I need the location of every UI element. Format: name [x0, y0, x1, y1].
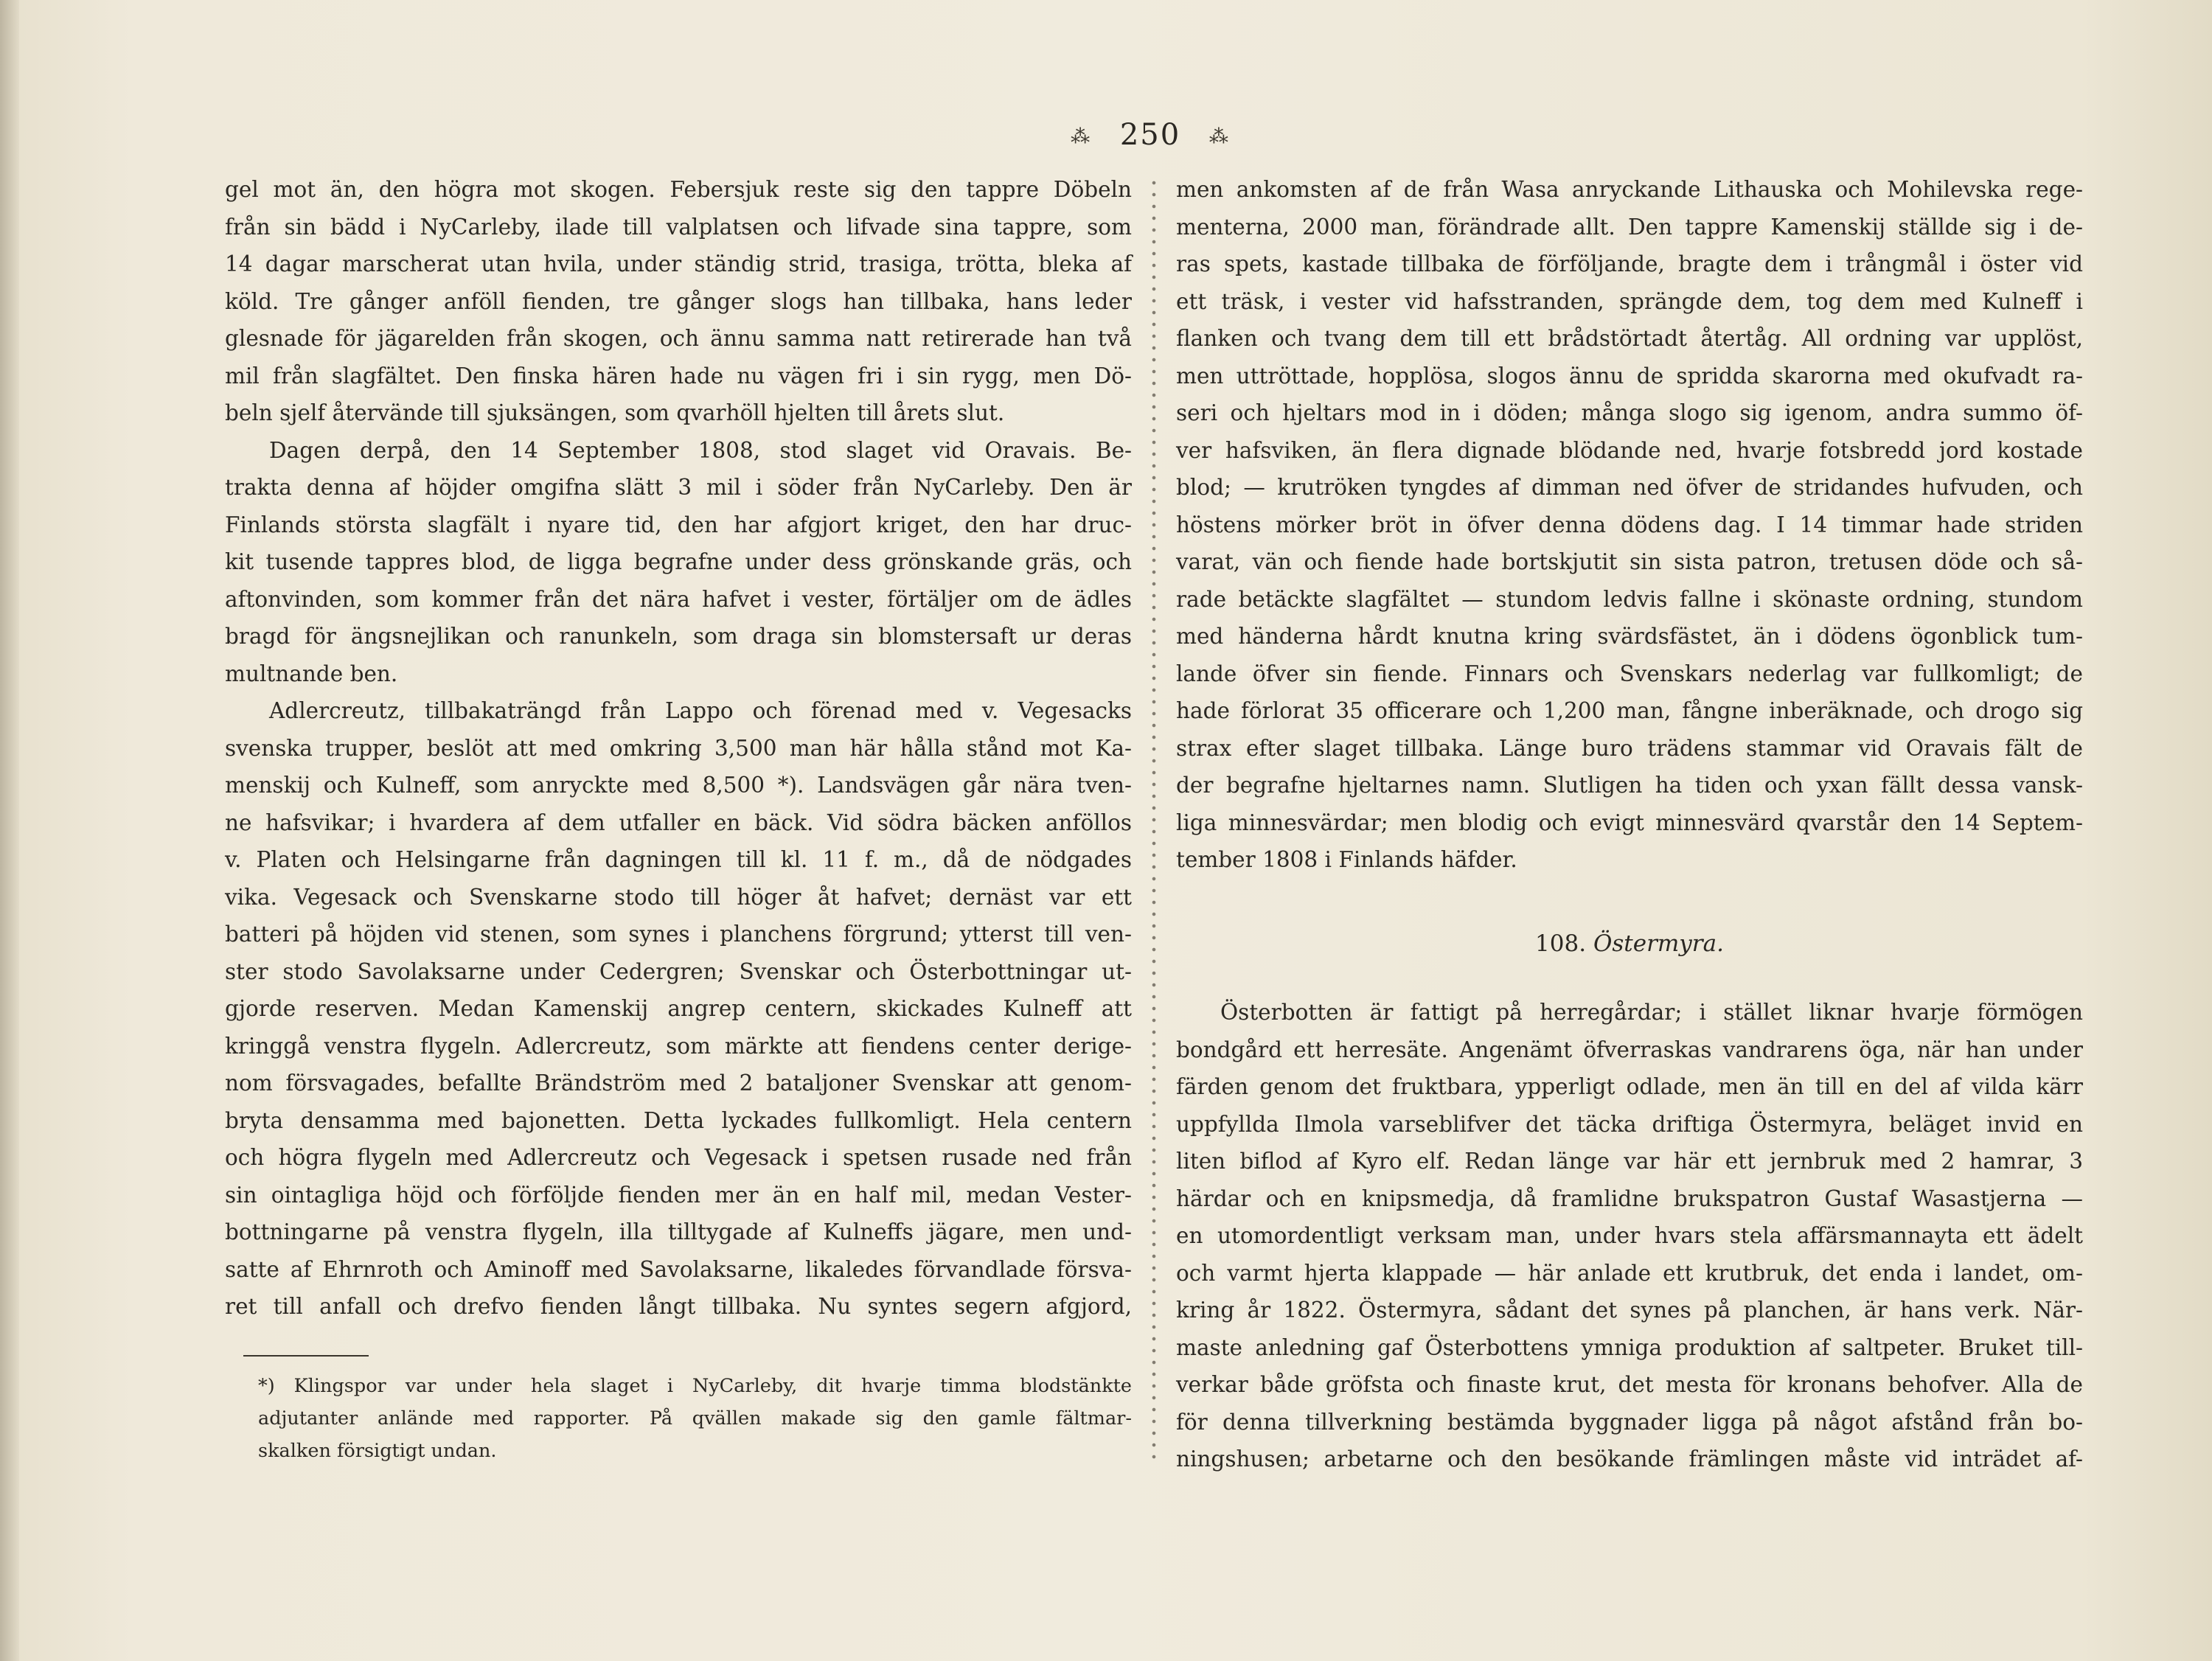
text-line: beln sjelf återvände till sjuksängen, som qvarhöll hjelten till årets slut. — [225, 400, 1005, 425]
text-line: vika. Vegesack och Svenskarne stodo till höger åt hafvet; dernäst var ett — [225, 884, 1132, 910]
text-line: v. Platen och Helsingarne från dagningen till kl. 11 f. m., då de nödgades — [225, 847, 1132, 872]
text-line: ett träsk, i vester vid hafsstranden, sprängde dem, tog dem med Kulneff i — [1176, 288, 2083, 314]
page-header — [1010, 118, 1290, 162]
text-line: ret till anfall och drefvo fienden långt tillbaka. Nu syntes segern afgjord, — [225, 1294, 1132, 1319]
text-line: flanken och tvang dem till ett brådstörtadt återtåg. All ordning var upplöst, — [1176, 326, 2083, 351]
column-divider — [1149, 177, 1159, 1460]
text-line: bryta densamma med bajonetten. Detta lyckades fullkomligt. Hela centern — [225, 1107, 1132, 1133]
text-line: nom försvagades, befallte Brändström med 2 bataljoner Svenskar att genom- — [225, 1070, 1132, 1096]
text-line: kring år 1822. Östermyra, sådant det synes på planchen, är hans verk. När- — [1176, 1298, 2083, 1323]
text-line: trakta denna af höjder omgifna slätt 3 mil i söder från NyCarleby. Den är — [225, 475, 1132, 500]
right-column-section — [1176, 994, 2083, 1478]
text-line: men uttröttade, hopplösa, slogos ännu de spridda skarorna med okufvadt ra- — [1176, 363, 2083, 389]
text-line: ningshusen; arbetarne och den besökande främlingen måste vid inträdet af- — [1176, 1446, 2083, 1472]
text-line: verkar både gröfsta och finaste krut, det mesta för kronans behofver. Alla de — [1176, 1372, 2083, 1397]
text-line: gjorde reserven. Medan Kamenskij angrep centern, skickades Kulneff att — [225, 996, 1132, 1021]
text-line: Dagen derpå, den 14 September 1808, stod slaget vid Oravais. Be- — [269, 437, 1132, 463]
text-line: och högra flygeln med Adlercreutz och Vegesack i spetsen rusade ned från — [225, 1145, 1132, 1170]
text-line: strax efter slaget tillbaka. Länge buro trädens stammar vid Oravais fält de — [1176, 735, 2083, 761]
page-edge-shadow — [0, 0, 19, 1661]
text-line: lande öfver sin fiende. Finnars och Svenskars nederlag var fullkomligt; de — [1176, 661, 2083, 686]
footnote-line: adjutanter anlände med rapporter. På qvällen makade sig den gamle fältmar- — [258, 1407, 1132, 1430]
text-line: tember 1808 i Finlands häfder. — [1176, 847, 1517, 872]
text-line: härdar och en knipsmedja, då framlidne brukspatron Gustaf Wasastjerna — — [1176, 1185, 2083, 1211]
text-line: med händerna hårdt knutna kring svärdsfästet, än i dödens ögonblick tum- — [1176, 624, 2083, 649]
text-line: hade förlorat 35 officerare och 1,200 man, fångne inberäknade, och drogo sig — [1176, 698, 2083, 723]
footnote — [258, 1370, 1132, 1467]
text-line: ver hafsviken, än flera dignade blödande ned, hvarje fotsbredd jord kostade — [1176, 437, 2083, 463]
text-line: mil från slagfältet. Den finska hären hade nu vägen fri i sin rygg, men Dö- — [225, 363, 1132, 389]
text-line: der begrafne hjeltarnes namn. Slutligen ha tiden och yxan fällt dessa vansk- — [1176, 773, 2083, 798]
text-line: en utomordentligt verksam man, under hvars stela affärsmannayta ett ädelt — [1176, 1223, 2083, 1248]
left-column — [225, 171, 1132, 1326]
text-line: Adlercreutz, tillbakaträngd från Lappo och förenad med v. Vegesacks — [269, 698, 1132, 723]
page-number: 250 — [1119, 118, 1181, 152]
text-line: blod; — krutröken tyngdes af dimman ned öfver de stridandes hufvuden, och — [1176, 475, 2083, 500]
text-line: Österbotten är fattigt på herregårdar; i stället liknar hvarje förmögen — [1220, 1000, 2083, 1025]
text-line: svenska trupper, beslöt att med omkring 3,500 man här hålla stånd mot Ka- — [225, 735, 1132, 761]
text-line: maste anledning gaf Österbottens ymniga produktion af saltpeter. Bruket till- — [1176, 1334, 2083, 1360]
text-line: glesnade för jägarelden från skogen, och ännu samma natt retirerade han två — [225, 326, 1132, 351]
ornament-left-icon: ⁂ — [1071, 126, 1092, 148]
text-line: Finlands största slagfält i nyare tid, den har afgjort kriget, den har druc- — [225, 512, 1132, 537]
footnote-rule — [243, 1355, 369, 1357]
text-line: men ankomsten af de från Wasa anryckande Lithauska och Mohilevska rege- — [1176, 177, 2083, 202]
text-line: menskij och Kulneff, som anryckte med 8,500 *). Landsvägen går nära tven- — [225, 773, 1132, 798]
footnote-line: *) Klingspor var under hela slaget i NyCarleby, dit hvarje timma blodstänkte — [258, 1375, 1132, 1397]
text-line: för denna tillverkning bestämda byggnader ligga på något afstånd från bo- — [1176, 1409, 2083, 1435]
text-line: liten biflod af Kyro elf. Redan länge var här ett jernbruk med 2 hamrar, 3 — [1176, 1149, 2083, 1174]
text-line: höstens mörker bröt in öfver denna dödens dag. I 14 timmar hade striden — [1176, 512, 2083, 537]
section-title: Östermyra. — [1593, 930, 1724, 957]
text-line: färden genom det fruktbara, ypperligt odlade, men än till en del af vilda kärr — [1176, 1074, 2083, 1099]
text-line: multnande ben. — [225, 661, 398, 686]
text-line: ster stodo Savolaksarne under Cedergren; Svenskar och Österbottningar ut- — [225, 958, 1132, 984]
text-line: uppfyllda Ilmola varseblifver det täcka driftiga Östermyra, beläget invid en — [1176, 1111, 2083, 1137]
text-line: rade betäckte slagfältet — stundom ledvis fallne i skönaste ordning, stundom — [1176, 586, 2083, 612]
section-heading — [1176, 930, 2083, 957]
text-line: kringgå venstra flygeln. Adlercreutz, som märkte att fiendens center derige- — [225, 1033, 1132, 1059]
text-line: bragd för ängsnejlikan och ranunkeln, som draga sin blomstersaft ur deras — [225, 624, 1132, 649]
text-line: köld. Tre gånger anföll fienden, tre gånger slogs han tillbaka, hans leder — [225, 288, 1132, 314]
text-line: menterna, 2000 man, förändrade allt. Den tappre Kamenskij ställde sig i de- — [1176, 214, 2083, 240]
ornament-right-icon: ⁂ — [1208, 126, 1230, 148]
text-line: ras spets, kastade tillbaka de förföljande, bragte dem i trångmål i öster vid — [1176, 251, 2083, 276]
text-line: gel mot än, den högra mot skogen. Febersjuk reste sig den tappre Döbeln — [225, 177, 1132, 202]
text-line: ne hafsvikar; i hvardera af dem utfaller en bäck. Vid södra bäcken anföllos — [225, 809, 1132, 835]
text-line: sin ointagliga höjd och förföljde fienden mer än en half mil, medan Vester- — [225, 1182, 1132, 1208]
text-line: varat, vän och fiende hade bortskjutit sin sista patron, tretusen döde och så- — [1176, 549, 2083, 574]
text-line: och varmt hjerta klappade — här anlade ett krutbruk, det enda i landet, om- — [1176, 1260, 2083, 1286]
text-line: seri och hjeltars mod in i döden; många slogo sig igenom, andra summo öf- — [1176, 400, 2083, 425]
text-line: kit tusende tappres blod, de ligga begrafne under dess grönskande gräs, och — [225, 549, 1132, 574]
text-line: från sin bädd i NyCarleby, ilade till valplatsen och lifvade sina tappre, som — [225, 214, 1132, 240]
text-line: liga minnesvärdar; men blodig och evigt minnesvärd qvarstår den 14 Septem- — [1176, 809, 2083, 835]
text-line: aftonvinden, som kommer från det nära hafvet i vester, förtäljer om de ädles — [225, 586, 1132, 612]
text-line: bottningarne på venstra flygeln, illa tilltygade af Kulneffs jägare, men und- — [225, 1219, 1132, 1244]
text-line: satte af Ehrnroth och Aminoff med Savolaksarne, likaledes förvandlade försva- — [225, 1256, 1132, 1282]
text-line: 14 dagar marscherat utan hvila, under ständig strid, trasiga, trötta, bleka af — [225, 251, 1132, 276]
footnote-line: skalken försigtigt undan. — [258, 1440, 497, 1462]
text-line: batteri på höjden vid stenen, som synes i planchens förgrund; ytterst till ven- — [225, 922, 1132, 947]
right-column — [1176, 171, 2083, 879]
text-line: bondgård ett herresäte. Angenämt öfverraskas vandrarens öga, när han under — [1176, 1037, 2083, 1062]
section-number: 108. — [1535, 930, 1587, 957]
